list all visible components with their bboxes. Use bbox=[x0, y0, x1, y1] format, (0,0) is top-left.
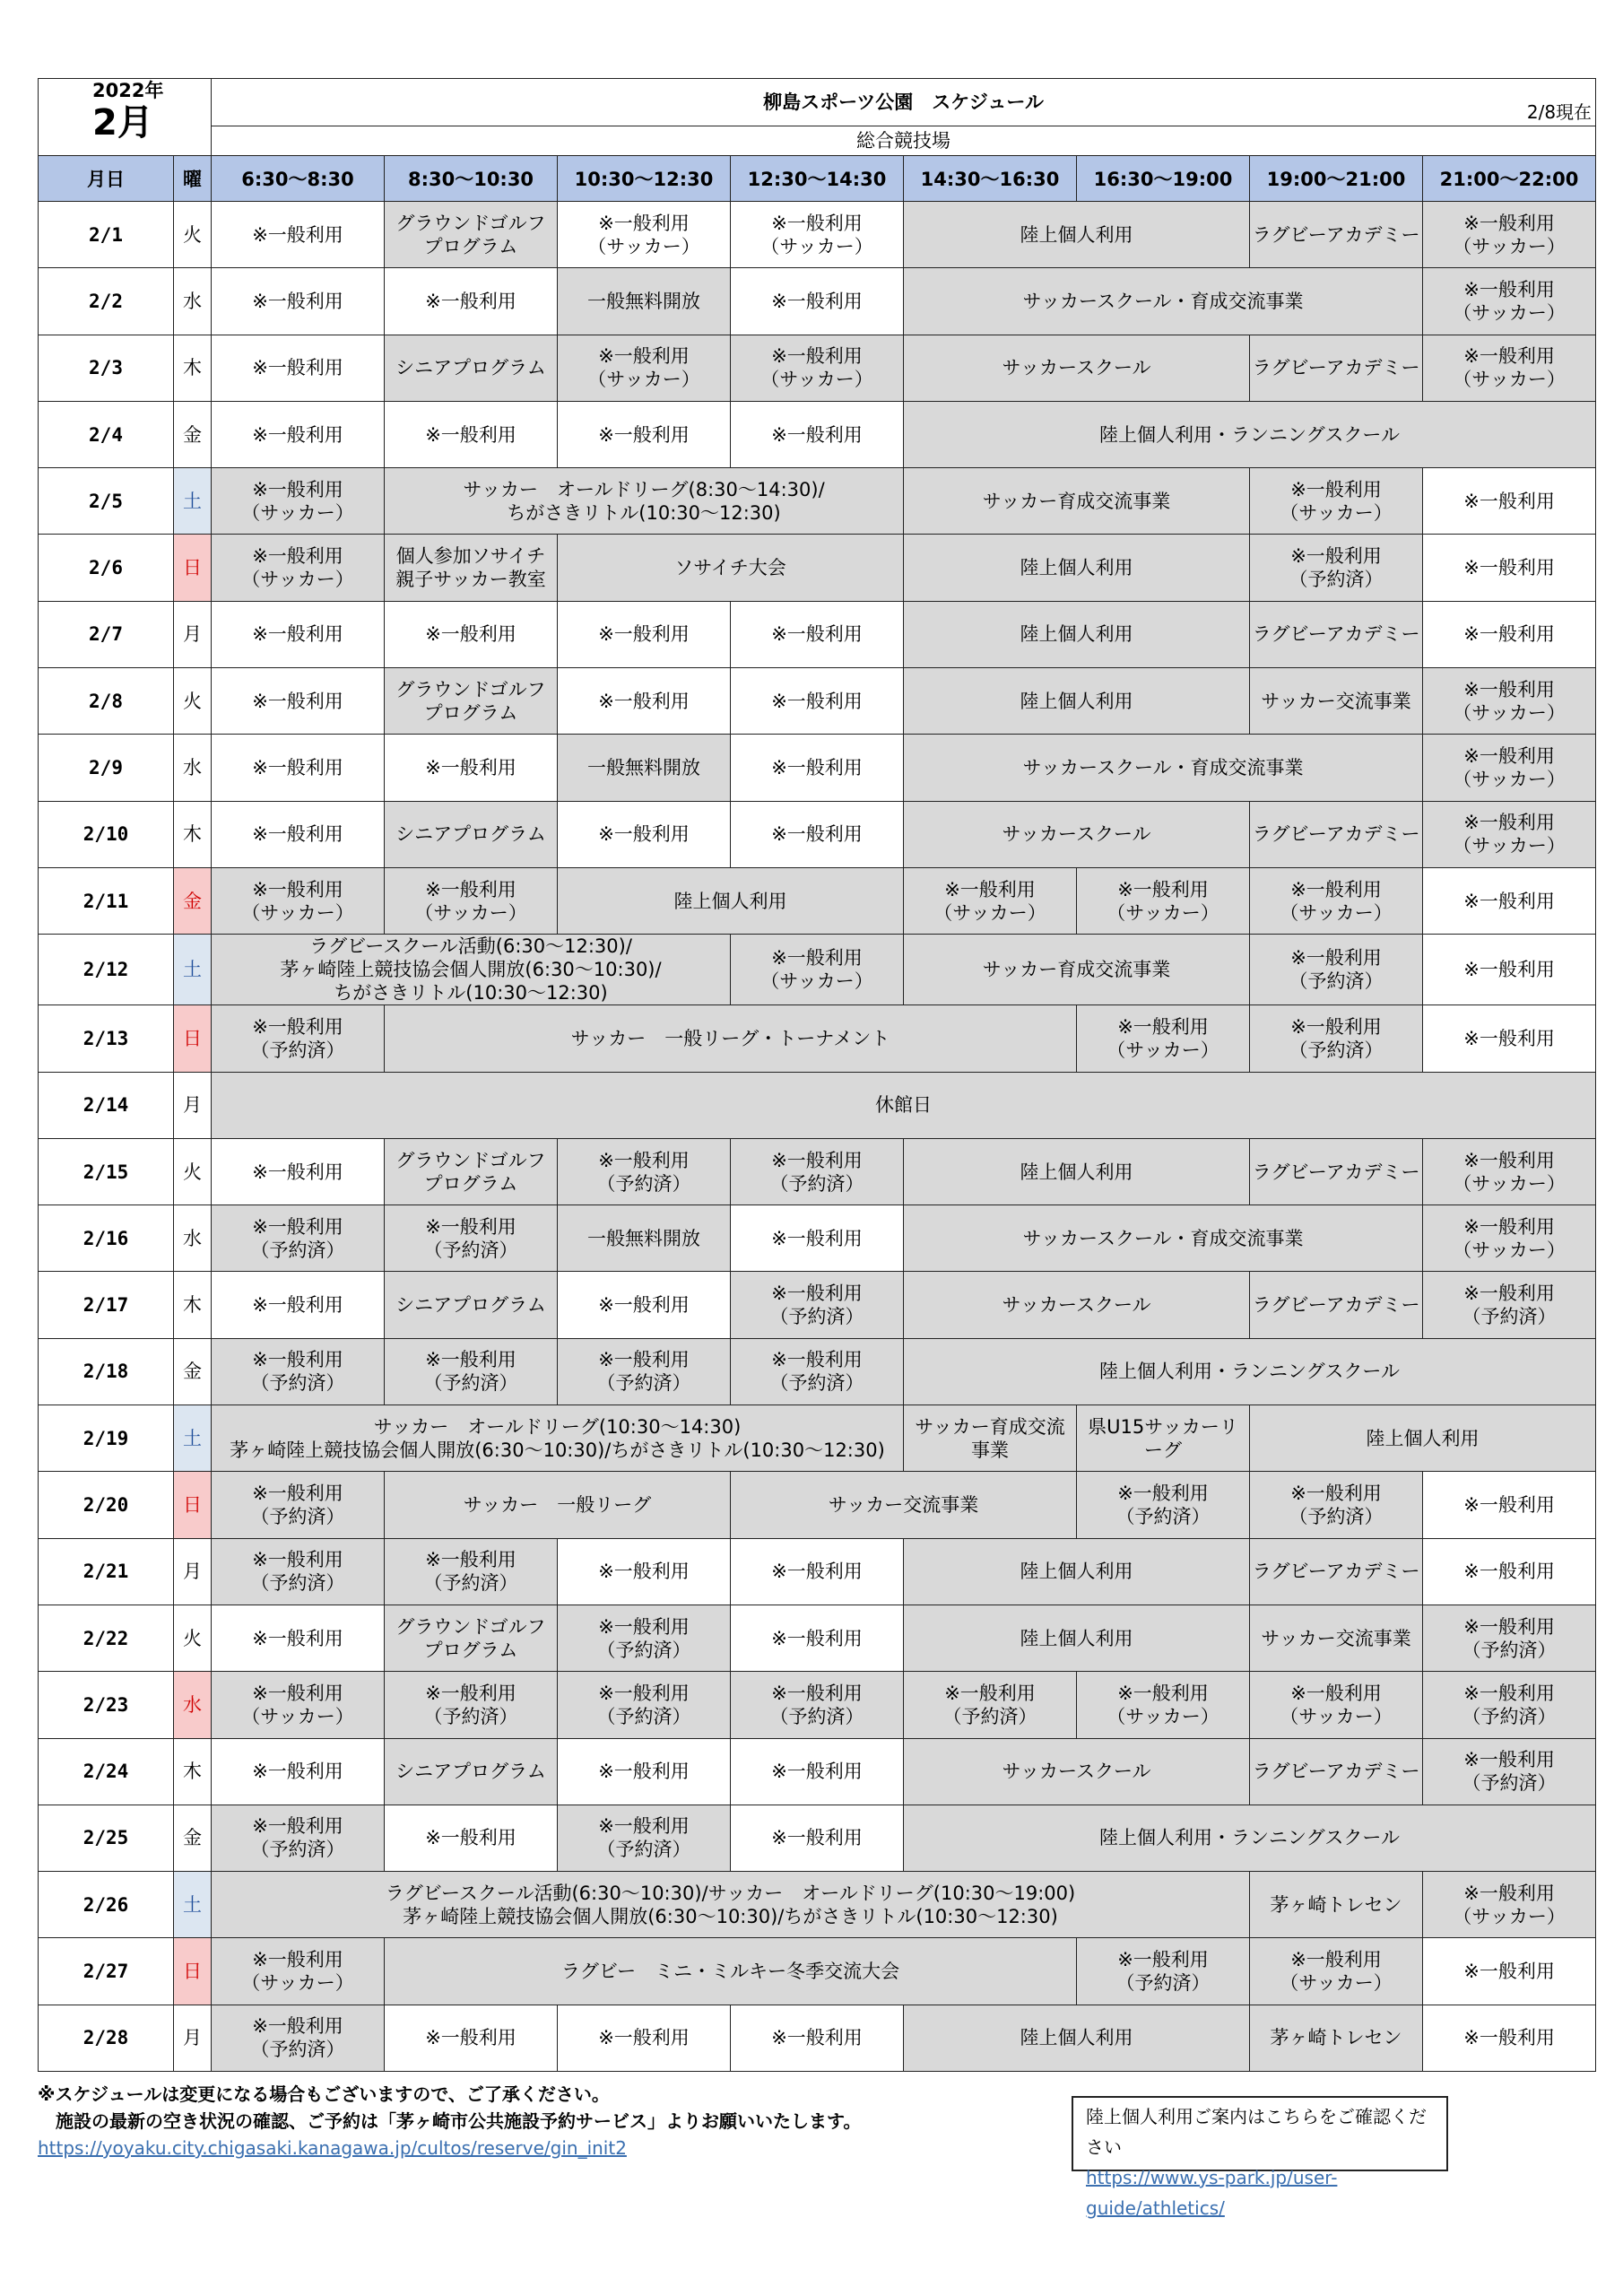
schedule-cell: ※一般利用 bbox=[731, 1538, 904, 1605]
month-label: 2月 bbox=[92, 102, 153, 144]
schedule-cell: ※一般利用 bbox=[212, 668, 385, 735]
schedule-cell: ※一般利用 （サッカー） bbox=[1077, 1005, 1250, 1072]
weekday-cell: 火 bbox=[174, 668, 212, 735]
schedule-cell: ※一般利用 bbox=[212, 335, 385, 401]
schedule-cell: ※一般利用 bbox=[558, 601, 731, 667]
date-cell: 2/10 bbox=[39, 801, 174, 867]
schedule-cell: グラウンドゴルフ プログラム bbox=[385, 1138, 558, 1205]
schedule-cell: 一般無料開放 bbox=[558, 1205, 731, 1272]
schedule-cell: 陸上個人利用 bbox=[904, 668, 1250, 735]
schedule-cell: ※一般利用 （予約済） bbox=[558, 1138, 731, 1205]
schedule-cell: ※一般利用 bbox=[385, 1805, 558, 1871]
schedule-cell: ※一般利用 （予約済） bbox=[385, 1538, 558, 1605]
schedule-cell: ※一般利用 bbox=[1423, 1938, 1596, 2005]
schedule-cell: ※一般利用 （サッカー） bbox=[1423, 668, 1596, 735]
schedule-cell: ※一般利用 （サッカー） bbox=[904, 867, 1077, 934]
weekday-cell: 木 bbox=[174, 1738, 212, 1805]
weekday-cell: 日 bbox=[174, 1938, 212, 2005]
date-cell: 2/20 bbox=[39, 1472, 174, 1538]
schedule-cell: ※一般利用 （予約済） bbox=[1250, 1472, 1423, 1538]
schedule-cell: サッカー オールドリーグ(10:30～14:30) 茅ヶ崎陸上競技協会個人開放(6:30～10:30)/ちがさきリトル(10:30～12:30) bbox=[212, 1405, 904, 1472]
schedule-cell: グラウンドゴルフ プログラム bbox=[385, 1605, 558, 1671]
schedule-cell: サッカースクール bbox=[904, 801, 1250, 867]
schedule-cell: ※一般利用 （サッカー） bbox=[731, 202, 904, 268]
weekday-cell: 日 bbox=[174, 1005, 212, 1072]
column-header: 曜 bbox=[174, 156, 212, 202]
date-cell: 2/25 bbox=[39, 1805, 174, 1871]
schedule-cell: ※一般利用 （サッカー） bbox=[558, 202, 731, 268]
date-cell: 2/9 bbox=[39, 735, 174, 801]
table-row bbox=[39, 735, 1596, 801]
table-row bbox=[39, 401, 1596, 467]
date-cell: 2/7 bbox=[39, 601, 174, 667]
schedule-cell: ※一般利用 （予約済） bbox=[385, 1672, 558, 1738]
schedule-cell: ※一般利用 （サッカー） bbox=[212, 468, 385, 535]
schedule-cell: ※一般利用 bbox=[558, 1272, 731, 1338]
schedule-cell: ※一般利用 bbox=[1423, 1472, 1596, 1538]
table-row bbox=[39, 202, 1596, 268]
weekday-cell: 金 bbox=[174, 1338, 212, 1405]
schedule-cell: 茅ヶ崎トレセン bbox=[1250, 1872, 1423, 1938]
schedule-cell: サッカー交流事業 bbox=[1250, 668, 1423, 735]
schedule-cell: ※一般利用 （サッカー） bbox=[558, 335, 731, 401]
schedule-cell: ※一般利用 bbox=[731, 1205, 904, 1272]
schedule-cell: ※一般利用 （予約済） bbox=[212, 1538, 385, 1605]
schedule-cell: ※一般利用 bbox=[1423, 1005, 1596, 1072]
schedule-cell: ※一般利用 （サッカー） bbox=[1250, 468, 1423, 535]
schedule-cell: ※一般利用 bbox=[1423, 601, 1596, 667]
column-header: 21:00～22:00 bbox=[1423, 156, 1596, 202]
weekday-cell: 月 bbox=[174, 1538, 212, 1605]
schedule-cell: 県U15サッカーリーグ bbox=[1077, 1405, 1250, 1472]
table-row bbox=[39, 668, 1596, 735]
schedule-cell: ※一般利用 （予約済） bbox=[558, 1605, 731, 1671]
date-cell: 2/14 bbox=[39, 1072, 174, 1138]
schedule-cell: ※一般利用 bbox=[212, 801, 385, 867]
schedule-cell: ※一般利用 bbox=[731, 2005, 904, 2071]
schedule-cell: ※一般利用 （サッカー） bbox=[1077, 1672, 1250, 1738]
schedule-cell: ※一般利用 （サッカー） bbox=[1423, 1205, 1596, 1272]
schedule-cell: 陸上個人利用 bbox=[904, 1605, 1250, 1671]
schedule-cell: ※一般利用 bbox=[385, 268, 558, 335]
column-header: 19:00～21:00 bbox=[1250, 156, 1423, 202]
schedule-cell: ※一般利用 （予約済） bbox=[731, 1272, 904, 1338]
schedule-cell: ※一般利用 bbox=[558, 1738, 731, 1805]
schedule-cell: ※一般利用 bbox=[385, 601, 558, 667]
schedule-cell: ※一般利用 （予約済） bbox=[212, 1472, 385, 1538]
table-row bbox=[39, 1338, 1596, 1405]
table-row bbox=[39, 801, 1596, 867]
table-row bbox=[39, 268, 1596, 335]
table-row bbox=[39, 867, 1596, 934]
facility-name: 総合競技場 bbox=[212, 126, 1596, 156]
schedule-cell: ※一般利用 （予約済） bbox=[558, 1338, 731, 1405]
schedule-cell: シニアプログラム bbox=[385, 1738, 558, 1805]
date-cell: 2/28 bbox=[39, 2005, 174, 2071]
schedule-cell: ※一般利用 bbox=[558, 1538, 731, 1605]
schedule-cell: ※一般利用 （サッカー） bbox=[731, 935, 904, 1005]
date-cell: 2/5 bbox=[39, 468, 174, 535]
schedule-cell: ※一般利用 bbox=[212, 735, 385, 801]
schedule-cell: ラグビーアカデミー bbox=[1250, 335, 1423, 401]
athletics-info-label: 陸上個人利用ご案内はこちらをご確認ください bbox=[1086, 2106, 1427, 2158]
schedule-cell: ※一般利用 （サッカー） bbox=[212, 1672, 385, 1738]
table-row bbox=[39, 1805, 1596, 1871]
date-cell: 2/1 bbox=[39, 202, 174, 268]
schedule-cell: ※一般利用 （予約済） bbox=[1423, 1738, 1596, 1805]
date-cell: 2/16 bbox=[39, 1205, 174, 1272]
date-cell: 2/19 bbox=[39, 1405, 174, 1472]
schedule-cell: ※一般利用 （サッカー） bbox=[1423, 1138, 1596, 1205]
schedule-cell: ※一般利用 （サッカー） bbox=[1423, 335, 1596, 401]
schedule-cell: ※一般利用 （サッカー） bbox=[1423, 268, 1596, 335]
schedule-cell: ラグビースクール活動(6:30～10:30)/サッカー オールドリーグ(10:30～19:00) 茅ヶ崎陸上競技協会個人開放(6:30～10:30)/ちがさきリトル(10:30～12:30) bbox=[212, 1872, 1250, 1938]
table-row bbox=[39, 335, 1596, 401]
change-notice: ※スケジュールは変更になる場合もございますので、ご了承ください。 bbox=[38, 2083, 610, 2105]
schedule-cell: ※一般利用 bbox=[385, 401, 558, 467]
schedule-cell: ※一般利用 bbox=[212, 1605, 385, 1671]
table-row bbox=[39, 1672, 1596, 1738]
schedule-cell: ※一般利用 （予約済） bbox=[385, 1205, 558, 1272]
schedule-cell: サッカースクール・育成交流事業 bbox=[904, 1205, 1423, 1272]
schedule-cell: ※一般利用 bbox=[1423, 535, 1596, 601]
date-cell: 2/12 bbox=[39, 935, 174, 1005]
weekday-cell: 木 bbox=[174, 1272, 212, 1338]
schedule-cell: ※一般利用 （予約済） bbox=[1423, 1605, 1596, 1671]
schedule-cell: ※一般利用 （サッカー） bbox=[385, 867, 558, 934]
schedule-body bbox=[39, 202, 1596, 2072]
schedule-cell: ※一般利用 bbox=[558, 401, 731, 467]
reservation-notice: 施設の最新の空き状況の確認、ご予約は「茅ヶ崎市公共施設予約サービス」よりお願いいたします。 bbox=[38, 2110, 862, 2132]
schedule-cell: ラグビーアカデミー bbox=[1250, 202, 1423, 268]
table-row bbox=[39, 535, 1596, 601]
column-header: 12:30～14:30 bbox=[731, 156, 904, 202]
date-cell: 2/18 bbox=[39, 1338, 174, 1405]
schedule-cell: ラグビーアカデミー bbox=[1250, 601, 1423, 667]
schedule-cell: 陸上個人利用 bbox=[904, 2005, 1250, 2071]
date-cell: 2/6 bbox=[39, 535, 174, 601]
schedule-cell: ※一般利用 bbox=[212, 268, 385, 335]
schedule-cell: ラグビースクール活動(6:30～12:30)/ 茅ヶ崎陸上競技協会個人開放(6:30～10:30)/ ちがさきリトル(10:30～12:30) bbox=[212, 935, 731, 1005]
schedule-cell: ※一般利用 bbox=[212, 601, 385, 667]
weekday-cell: 月 bbox=[174, 1072, 212, 1138]
schedule-cell: 陸上個人利用・ランニングスクール bbox=[904, 401, 1596, 467]
schedule-cell: 陸上個人利用 bbox=[904, 601, 1250, 667]
schedule-cell: サッカー育成交流事業 bbox=[904, 935, 1250, 1005]
schedule-cell: ※一般利用 bbox=[1423, 867, 1596, 934]
schedule-cell: ※一般利用 bbox=[212, 1738, 385, 1805]
schedule-cell: ※一般利用 （予約済） bbox=[1250, 535, 1423, 601]
schedule-cell: ※一般利用 （予約済） bbox=[558, 1672, 731, 1738]
schedule-cell: ※一般利用 bbox=[731, 1805, 904, 1871]
date-cell: 2/27 bbox=[39, 1938, 174, 2005]
schedule-cell: ※一般利用 （予約済） bbox=[558, 1805, 731, 1871]
schedule-cell: ※一般利用 bbox=[212, 401, 385, 467]
schedule-cell: ※一般利用 （予約済） bbox=[904, 1672, 1077, 1738]
schedule-cell: ※一般利用 （予約済） bbox=[1250, 935, 1423, 1005]
schedule-cell: シニアプログラム bbox=[385, 1272, 558, 1338]
table-row bbox=[39, 1738, 1596, 1805]
schedule-cell: ラグビーアカデミー bbox=[1250, 801, 1423, 867]
column-header: 16:30～19:00 bbox=[1077, 156, 1250, 202]
date-cell: 2/22 bbox=[39, 1605, 174, 1671]
column-header: 8:30～10:30 bbox=[385, 156, 558, 202]
table-row bbox=[39, 1138, 1596, 1205]
schedule-cell: ※一般利用 （サッカー） bbox=[731, 335, 904, 401]
schedule-cell: ※一般利用 bbox=[731, 601, 904, 667]
table-row bbox=[39, 1472, 1596, 1538]
year-month-cell bbox=[39, 79, 212, 156]
schedule-cell: サッカースクール bbox=[904, 335, 1250, 401]
date-cell: 2/15 bbox=[39, 1138, 174, 1205]
schedule-cell: ※一般利用 （サッカー） bbox=[1250, 1938, 1423, 2005]
column-header: 10:30～12:30 bbox=[558, 156, 731, 202]
date-cell: 2/17 bbox=[39, 1272, 174, 1338]
weekday-cell: 月 bbox=[174, 601, 212, 667]
weekday-cell: 水 bbox=[174, 1672, 212, 1738]
schedule-cell: ※一般利用 bbox=[731, 668, 904, 735]
weekday-cell: 火 bbox=[174, 202, 212, 268]
schedule-cell: ※一般利用 （予約済） bbox=[212, 1205, 385, 1272]
page-title: 柳島スポーツ公園 スケジュール bbox=[763, 91, 1044, 113]
date-cell: 2/4 bbox=[39, 401, 174, 467]
schedule-cell: ※一般利用 bbox=[1423, 1538, 1596, 1605]
schedule-cell: ※一般利用 （サッカー） bbox=[212, 1938, 385, 2005]
schedule-cell: ※一般利用 （予約済） bbox=[731, 1338, 904, 1405]
table-row bbox=[39, 601, 1596, 667]
weekday-cell: 火 bbox=[174, 1138, 212, 1205]
schedule-cell: 茅ヶ崎トレセン bbox=[1250, 2005, 1423, 2071]
schedule-cell: ※一般利用 bbox=[1423, 468, 1596, 535]
schedule-cell: 陸上個人利用 bbox=[904, 202, 1250, 268]
table-row bbox=[39, 1538, 1596, 1605]
schedule-cell: サッカースクール・育成交流事業 bbox=[904, 735, 1423, 801]
schedule-cell: シニアプログラム bbox=[385, 801, 558, 867]
schedule-cell: ※一般利用 （予約済） bbox=[1423, 1272, 1596, 1338]
weekday-cell: 土 bbox=[174, 468, 212, 535]
schedule-cell: 個人参加ソサイチ 親子サッカー教室 bbox=[385, 535, 558, 601]
schedule-cell: 休館日 bbox=[212, 1072, 1596, 1138]
schedule-cell: サッカー 一般リーグ・トーナメント bbox=[385, 1005, 1077, 1072]
date-cell: 2/26 bbox=[39, 1872, 174, 1938]
schedule-cell: ※一般利用 （予約済） bbox=[1077, 1472, 1250, 1538]
table-row bbox=[39, 935, 1596, 1005]
weekday-cell: 金 bbox=[174, 867, 212, 934]
schedule-cell: ※一般利用 （サッカー） bbox=[1423, 735, 1596, 801]
schedule-cell: ※一般利用 bbox=[731, 801, 904, 867]
schedule-cell: サッカー交流事業 bbox=[731, 1472, 1077, 1538]
date-cell: 2/21 bbox=[39, 1538, 174, 1605]
schedule-cell: ※一般利用 bbox=[1423, 2005, 1596, 2071]
schedule-cell: ラグビーアカデミー bbox=[1250, 1272, 1423, 1338]
schedule-cell: ※一般利用 bbox=[731, 1605, 904, 1671]
year-label: 2022年 bbox=[92, 80, 164, 101]
weekday-cell: 月 bbox=[174, 2005, 212, 2071]
schedule-table bbox=[38, 78, 1596, 2072]
schedule-cell: グラウンドゴルフ プログラム bbox=[385, 668, 558, 735]
schedule-cell: グラウンドゴルフ プログラム bbox=[385, 202, 558, 268]
schedule-cell: 一般無料開放 bbox=[558, 268, 731, 335]
weekday-cell: 木 bbox=[174, 335, 212, 401]
schedule-cell: ※一般利用 （サッカー） bbox=[1250, 1672, 1423, 1738]
weekday-cell: 金 bbox=[174, 1805, 212, 1871]
date-cell: 2/23 bbox=[39, 1672, 174, 1738]
schedule-cell: ※一般利用 bbox=[385, 735, 558, 801]
schedule-cell: ラグビーアカデミー bbox=[1250, 1138, 1423, 1205]
schedule-cell: シニアプログラム bbox=[385, 335, 558, 401]
weekday-cell: 土 bbox=[174, 935, 212, 1005]
reservation-link[interactable]: https://yoyaku.city.chigasaki.kanagawa.jp/cultos/reserve/gin_init2 bbox=[38, 2137, 627, 2159]
schedule-cell: ※一般利用 bbox=[385, 2005, 558, 2071]
as-of-date: 2/8現在 bbox=[1526, 101, 1593, 123]
table-row bbox=[39, 1072, 1596, 1138]
schedule-cell: ソサイチ大会 bbox=[558, 535, 904, 601]
schedule-cell: ※一般利用 （予約済） bbox=[212, 1005, 385, 1072]
schedule-cell: 陸上個人利用・ランニングスクール bbox=[904, 1338, 1596, 1405]
table-row bbox=[39, 1272, 1596, 1338]
weekday-cell: 水 bbox=[174, 1205, 212, 1272]
schedule-cell: ※一般利用 （予約済） bbox=[212, 1805, 385, 1871]
schedule-cell: ※一般利用 bbox=[558, 668, 731, 735]
schedule-cell: サッカー育成交流事業 bbox=[904, 1405, 1077, 1472]
weekday-cell: 水 bbox=[174, 268, 212, 335]
table-row bbox=[39, 1205, 1596, 1272]
schedule-cell: サッカースクール bbox=[904, 1272, 1250, 1338]
schedule-cell: ※一般利用 （予約済） bbox=[212, 1338, 385, 1405]
column-header: 14:30～16:30 bbox=[904, 156, 1077, 202]
weekday-cell: 金 bbox=[174, 401, 212, 467]
schedule-cell: ※一般利用 bbox=[731, 1738, 904, 1805]
table-row bbox=[39, 1872, 1596, 1938]
title-cell bbox=[212, 79, 1596, 126]
weekday-cell: 土 bbox=[174, 1872, 212, 1938]
schedule-cell: サッカー育成交流事業 bbox=[904, 468, 1250, 535]
schedule-cell: ※一般利用 （予約済） bbox=[731, 1138, 904, 1205]
date-cell: 2/11 bbox=[39, 867, 174, 934]
schedule-cell: ※一般利用 bbox=[1423, 935, 1596, 1005]
schedule-cell: サッカー オールドリーグ(8:30～14:30)/ ちがさきリトル(10:30～12:30) bbox=[385, 468, 904, 535]
weekday-cell: 木 bbox=[174, 801, 212, 867]
schedule-cell: ラグビーアカデミー bbox=[1250, 1738, 1423, 1805]
schedule-cell: ※一般利用 bbox=[731, 735, 904, 801]
schedule-cell: ※一般利用 （サッカー） bbox=[1423, 202, 1596, 268]
schedule-cell: 陸上個人利用・ランニングスクール bbox=[904, 1805, 1596, 1871]
schedule-cell: サッカースクール bbox=[904, 1738, 1250, 1805]
table-row bbox=[39, 2005, 1596, 2071]
schedule-cell: ※一般利用 （サッカー） bbox=[1077, 867, 1250, 934]
schedule-cell: ※一般利用 bbox=[558, 801, 731, 867]
schedule-cell: ※一般利用 bbox=[212, 1272, 385, 1338]
schedule-cell: ※一般利用 （予約済） bbox=[1423, 1672, 1596, 1738]
schedule-cell: ※一般利用 （予約済） bbox=[1077, 1938, 1250, 2005]
schedule-cell: ※一般利用 （予約済） bbox=[212, 2005, 385, 2071]
table-row bbox=[39, 1938, 1596, 2005]
column-header: 6:30～8:30 bbox=[212, 156, 385, 202]
schedule-cell: ※一般利用 （予約済） bbox=[385, 1338, 558, 1405]
date-cell: 2/24 bbox=[39, 1738, 174, 1805]
table-row bbox=[39, 1605, 1596, 1671]
schedule-cell: 陸上個人利用 bbox=[904, 535, 1250, 601]
table-row bbox=[39, 1005, 1596, 1072]
schedule-cell: サッカースクール・育成交流事業 bbox=[904, 268, 1423, 335]
table-row bbox=[39, 468, 1596, 535]
schedule-cell: ※一般利用 （予約済） bbox=[731, 1672, 904, 1738]
schedule-cell: ※一般利用 （サッカー） bbox=[1423, 1872, 1596, 1938]
schedule-cell: 陸上個人利用 bbox=[904, 1138, 1250, 1205]
date-cell: 2/8 bbox=[39, 668, 174, 735]
date-cell: 2/3 bbox=[39, 335, 174, 401]
column-header: 月日 bbox=[39, 156, 174, 202]
schedule-cell: ※一般利用 bbox=[212, 1138, 385, 1205]
footer-notes bbox=[38, 2081, 861, 2161]
schedule-cell: サッカー 一般リーグ bbox=[385, 1472, 731, 1538]
weekday-cell: 水 bbox=[174, 735, 212, 801]
schedule-cell: ラグビー ミニ・ミルキー冬季交流大会 bbox=[385, 1938, 1077, 2005]
schedule-cell: ※一般利用 （サッカー） bbox=[1423, 801, 1596, 867]
weekday-cell: 土 bbox=[174, 1405, 212, 1472]
schedule-cell: サッカー交流事業 bbox=[1250, 1605, 1423, 1671]
date-cell: 2/13 bbox=[39, 1005, 174, 1072]
schedule-cell: ※一般利用 bbox=[731, 268, 904, 335]
schedule-cell: 一般無料開放 bbox=[558, 735, 731, 801]
table-row bbox=[39, 1405, 1596, 1472]
weekday-cell: 日 bbox=[174, 535, 212, 601]
schedule-cell: ※一般利用 （サッカー） bbox=[212, 535, 385, 601]
column-header-row bbox=[39, 156, 1596, 202]
schedule-cell: 陸上個人利用 bbox=[558, 867, 904, 934]
schedule-cell: ※一般利用 （サッカー） bbox=[212, 867, 385, 934]
schedule-cell: 陸上個人利用 bbox=[904, 1538, 1250, 1605]
schedule-cell: 陸上個人利用 bbox=[1250, 1405, 1596, 1472]
schedule-cell: ※一般利用 bbox=[212, 202, 385, 268]
schedule-cell: ※一般利用 （予約済） bbox=[1250, 1005, 1423, 1072]
athletics-info-box bbox=[1072, 2096, 1448, 2219]
schedule-cell: ※一般利用 bbox=[731, 401, 904, 467]
athletics-info-link[interactable]: https://www.ys-park.jp/user-guide/athletics/ bbox=[1086, 2167, 1338, 2219]
date-cell: 2/2 bbox=[39, 268, 174, 335]
schedule-cell: ※一般利用 bbox=[558, 2005, 731, 2071]
schedule-cell: ※一般利用 （サッカー） bbox=[1250, 867, 1423, 934]
schedule-cell: ラグビーアカデミー bbox=[1250, 1538, 1423, 1605]
weekday-cell: 日 bbox=[174, 1472, 212, 1538]
weekday-cell: 火 bbox=[174, 1605, 212, 1671]
